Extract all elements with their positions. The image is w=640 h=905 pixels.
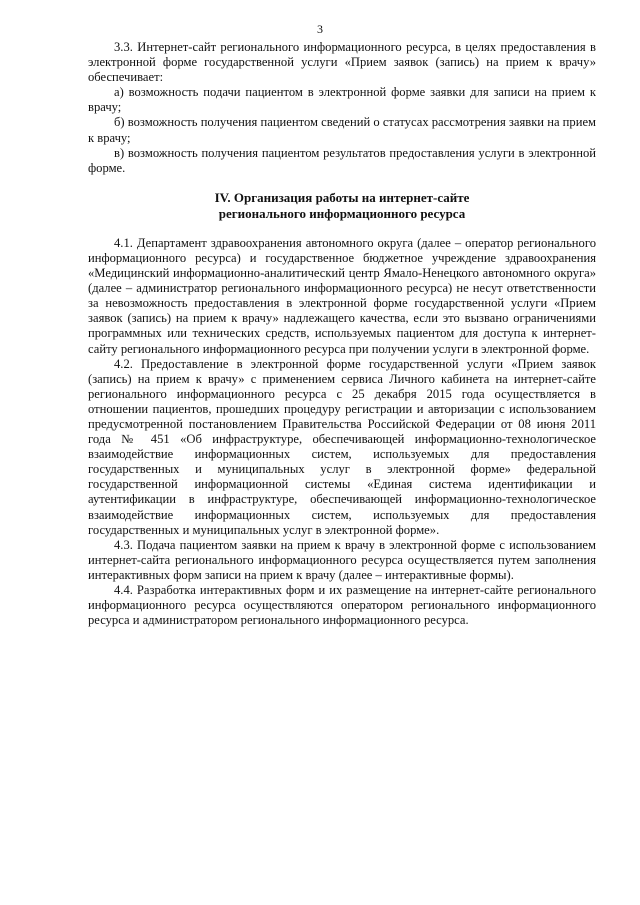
section-heading-iv: [88, 190, 596, 222]
paragraph-4-4: 4.4. Разработка интерактивных форм и их размещение на интернет-сайте регионального информационного ресурса осуществляются оператором регионального информационного ресурса и администратором регионального информационного ресурса.: [88, 583, 596, 628]
page-number: 3: [317, 22, 323, 36]
paragraph-4-1: 4.1. Департамент здравоохранения автономного округа (далее – оператор регионального информационного ресурса) и государственное бюджетное учреждение здравоохранения «Медицинский информационно-аналитический центр Ямало-Ненецкого автономного округа» (далее – администратор регионального информационного ресурса) не несут ответственности за невозможность предоставления в электронной форме государственной услуги «Прием заявок (запись) на прием к врачу» надлежащего качества, если это вызвано ограничениями программных или технических средств, используемых пациентом для доступа к интернет-сайту регионального информационного ресурса при получении услуги в электронной форме.: [88, 235, 596, 356]
list-item-c: в) возможность получения пациентом результатов предоставления услуги в электронной форме.: [88, 145, 596, 175]
paragraph-3-3: 3.3. Интернет-сайт регионального информационного ресурса, в целях предоставления в электронной форме государственной услуги «Прием заявок (запись) на прием к врачу» обеспечивает:: [88, 40, 596, 85]
list-item-b: б) возможность получения пациентом сведений о статусах рассмотрения заявки на прием к врачу;: [88, 115, 597, 145]
section-heading-line-1: IV. Организация работы на интернет-сайте: [214, 189, 470, 205]
paragraph-4-3: 4.3. Подача пациентом заявки на прием к врачу в электронной форме с использованием интернет-сайта регионального информационного ресурса осуществляется путем заполнения интерактивных форм записи на прием к врачу (далее – интерактивные формы).: [88, 537, 596, 582]
document-body: [88, 40, 596, 628]
paragraph-4-2: 4.2. Предоставление в электронной форме государственной услуги «Прием заявок (запись) на прием к врачу» с применением сервиса Личного кабинета на интернет-сайте регионального информационного ресурса с 25 декабря 2015 года осуществляется в отношении пациентов, прошедших процедуру регистрации и авторизации с использованием предусмотренной постановлением Правительства Российской Федерации от 08 июня 2011 года № 451 «Об инфраструктуре, обеспечивающей информационно-технологическое взаимодействие информационных систем, используемых для предоставления государственных и муниципальных услуг в электронной форме» федеральной государственной информационной системы «Единая система идентификации и аутентификации в инфраструктуре, обеспечивающей информационно-технологическое взаимодействие информационных систем, используемых для предоставления государственных и муниципальных услуг в электронной форме».: [88, 356, 596, 537]
section-heading-line-2: регионального информационного ресурса: [218, 205, 466, 221]
list-item-a: а) возможность подачи пациентом в электронной форме заявки для записи на прием к врачу;: [88, 85, 596, 115]
